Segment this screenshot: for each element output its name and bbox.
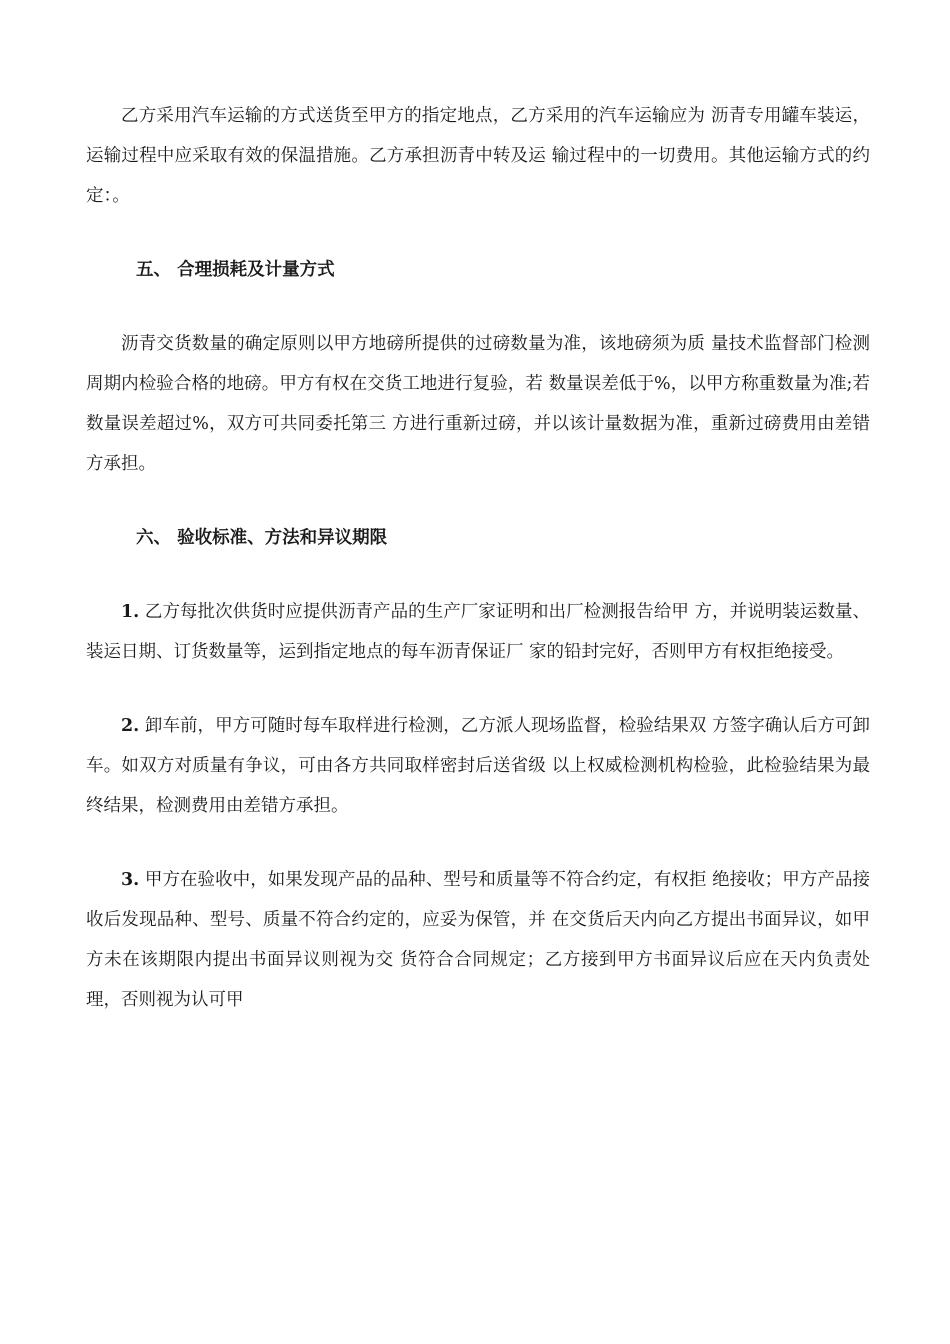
item-3-number: 3. — [121, 870, 140, 890]
section-6-heading: 六、 验收标准、方法和异议期限 — [136, 528, 388, 548]
document-page — [86, 96, 870, 1020]
list-item-2 — [86, 706, 870, 826]
section-5-heading: 五、 合理损耗及计量方式 — [136, 260, 335, 280]
list-item-1 — [86, 592, 870, 672]
item-2-text: 卸车前，甲方可随时每车取样进行检测，乙方派人现场监督，检验结果双 方签字确认后方可卸车。如双方对质量有争议，可由各方共同取样密封后送省级 以上权威检测机构检验，此检验结果为最终结果，检测费用由差错方承担。 — [86, 716, 870, 816]
item-2-number: 2. — [121, 716, 140, 736]
item-3-text: 甲方在验收中，如果发现产品的品种、型号和质量等不符合约定，有权拒 绝接收；甲方产品接收后发现品种、型号、质量不符合约定的，应妥为保管，并 在交货后天内向乙方提出书面异议，如甲方未在该期限内提出书面异议则视为交 货符合合同规定；乙方接到甲方书面异议后应在天内负责处理，否则视为认可甲 — [86, 870, 870, 1010]
item-1-number: 1. — [121, 602, 140, 622]
item-1-text: 乙方每批次供货时应提供沥青产品的生产厂家证明和出厂检测报告给甲 方，并说明装运数量、装运日期、订货数量等，运到指定地点的每车沥青保证厂 家的铅封完好，否则甲方有权拒绝接受。 — [86, 602, 870, 662]
section-5-paragraph: 沥青交货数量的确定原则以甲方地磅所提供的过磅数量为准，该地磅须为质 量技术监督部门检测周期内检验合格的地磅。甲方有权在交货工地进行复验，若 数量误差低于%，以甲方称重数量为准;若数量误差超过%，双方可共同委托第三 方进行重新过磅，并以该计量数据为准，重新过磅费用由差错方承担。 — [86, 334, 870, 474]
list-item-3 — [86, 860, 870, 1020]
paragraph-transport: 乙方采用汽车运输的方式送货至甲方的指定地点，乙方采用的汽车运输应为 沥青专用罐车装运，运输过程中应采取有效的保温措施。乙方承担沥青中转及运 输过程中的一切费用。其他运输方式的约定：。 — [86, 106, 870, 206]
